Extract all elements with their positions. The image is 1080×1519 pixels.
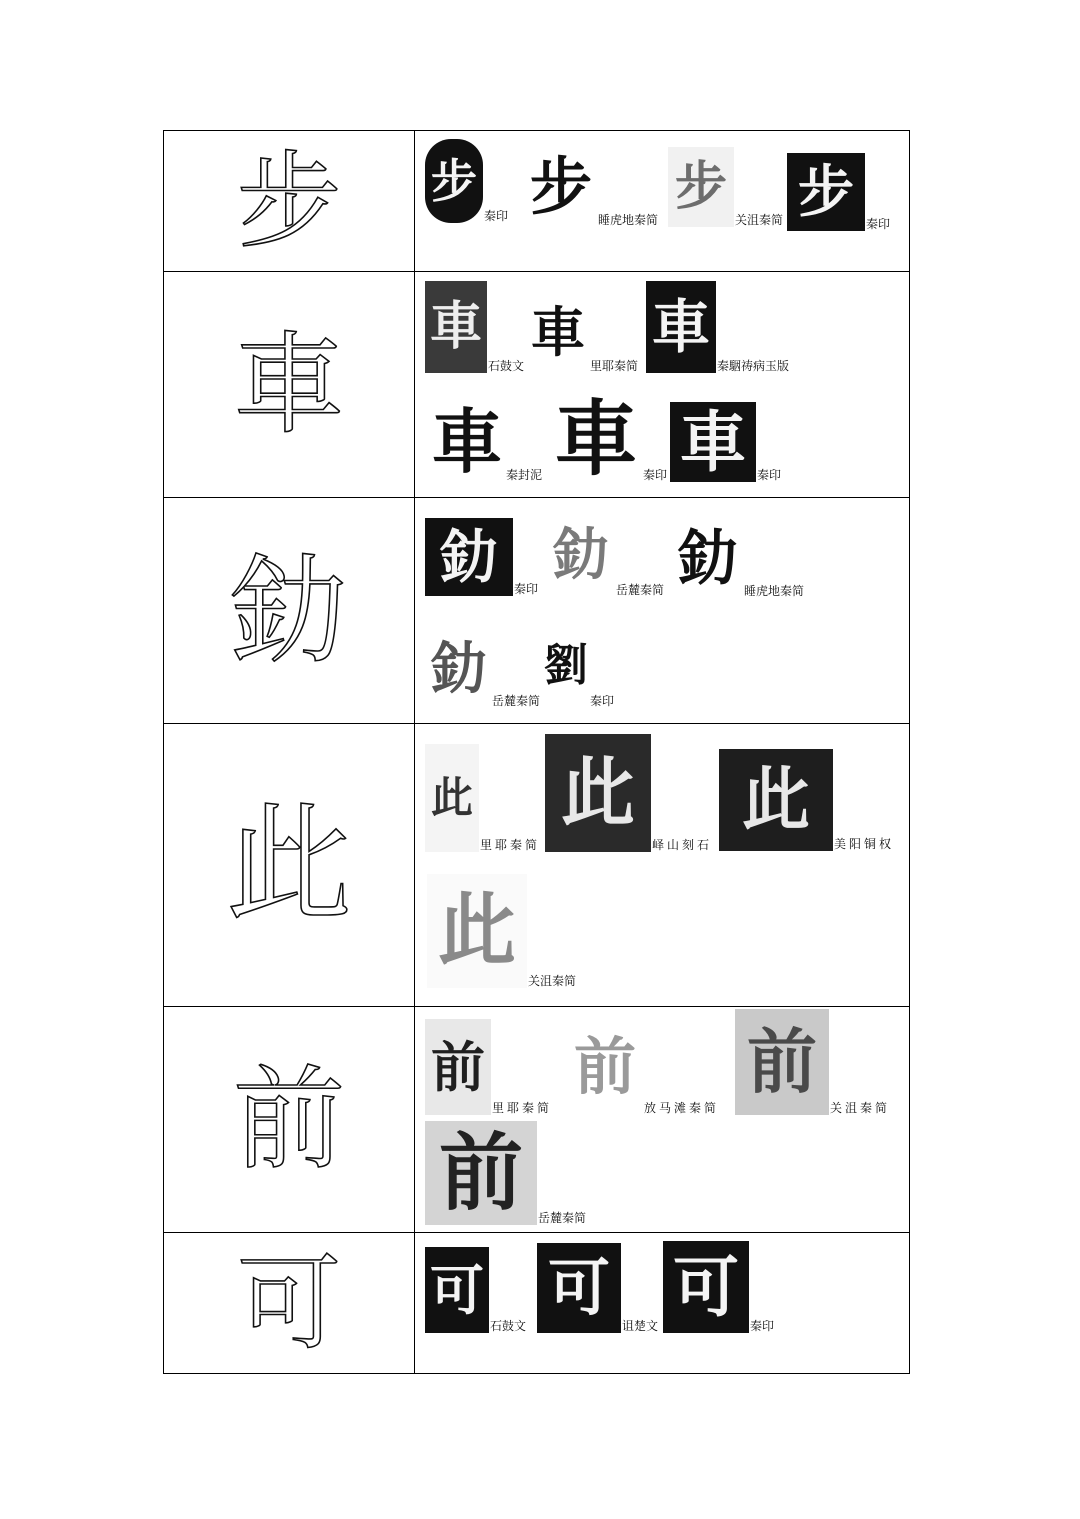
sample-item xyxy=(425,744,540,852)
sample-item xyxy=(425,518,538,596)
sample-cell xyxy=(415,131,910,272)
source-label: 秦駰祷病玉版 xyxy=(717,359,790,373)
source-label: 岳麓秦简 xyxy=(492,694,541,708)
rubbing-image: 車 xyxy=(429,402,505,482)
source-label: 秦印 xyxy=(484,209,509,223)
sample-item xyxy=(537,1243,658,1333)
source-label: 诅楚文 xyxy=(622,1319,659,1333)
rubbing-image: 可 xyxy=(425,1247,489,1333)
sample-item xyxy=(545,734,712,852)
seal-script-cell xyxy=(164,1007,415,1233)
rubbing-image: 前 xyxy=(567,1019,643,1115)
seal-script-cell xyxy=(164,272,415,498)
rubbing-image: 車 xyxy=(670,402,756,482)
source-label: 里耶秦简 xyxy=(480,838,541,852)
source-label: 关沮秦简 xyxy=(735,213,784,227)
source-label: 放马滩秦简 xyxy=(644,1101,720,1115)
rubbing-image: 步 xyxy=(668,147,734,227)
source-label: 岳麓秦简 xyxy=(538,1211,587,1225)
source-label: 秦封泥 xyxy=(506,468,543,482)
source-label: 关沮秦简 xyxy=(528,974,577,988)
source-label: 秦印 xyxy=(750,1319,775,1333)
seal-script-glyph: 前 xyxy=(233,1054,345,1185)
source-label: 里耶秦简 xyxy=(590,359,639,373)
rubbing-image: 此 xyxy=(719,749,833,851)
table-row xyxy=(164,1007,910,1233)
rubbing-image: 車 xyxy=(550,396,642,482)
rubbing-image: 前 xyxy=(735,1009,829,1115)
table-row xyxy=(164,272,910,498)
sample-item xyxy=(427,630,540,708)
sample-item xyxy=(427,874,576,988)
source-label: 睡虎地秦简 xyxy=(598,213,659,227)
table-row xyxy=(164,498,910,724)
rubbing-image: 車 xyxy=(527,291,589,373)
seal-script-cell xyxy=(164,1233,415,1374)
source-label: 里耶秦简 xyxy=(492,1101,553,1115)
seal-script-cell xyxy=(164,724,415,1007)
seal-script-cell xyxy=(164,498,415,724)
rubbing-image: 前 xyxy=(425,1121,537,1225)
source-label: 秦印 xyxy=(590,694,615,708)
sample-item xyxy=(543,624,614,708)
seal-script-glyph: 釛 xyxy=(229,541,348,680)
sample-item xyxy=(735,1009,890,1115)
sample-item xyxy=(787,153,890,231)
source-label: 岳麓秦简 xyxy=(616,583,665,597)
rubbing-image: 釛 xyxy=(673,520,743,598)
sample-item xyxy=(425,1019,552,1115)
rubbing-image: 車 xyxy=(646,281,716,373)
source-label: 睡虎地秦简 xyxy=(744,584,805,598)
sample-item xyxy=(668,147,783,227)
source-label: 秦印 xyxy=(757,468,782,482)
rubbing-image: 釛 xyxy=(427,630,491,708)
rubbing-image: 可 xyxy=(537,1243,621,1333)
seal-script-glyph: 步 xyxy=(236,140,341,262)
table-row xyxy=(164,131,910,272)
seal-script-glyph: 此 xyxy=(226,791,352,938)
sample-item xyxy=(425,1121,586,1225)
seal-script-glyph: 可 xyxy=(236,1242,341,1364)
sample-item xyxy=(425,281,524,373)
sample-cell xyxy=(415,272,910,498)
sample-item xyxy=(663,1241,774,1333)
source-label: 关沮秦简 xyxy=(830,1101,891,1115)
sample-item xyxy=(550,396,667,482)
source-label: 秦印 xyxy=(866,217,891,231)
character-comparison-table xyxy=(163,130,910,1374)
table-row xyxy=(164,724,910,1007)
rubbing-image: 車 xyxy=(425,281,487,373)
source-label: 石鼓文 xyxy=(490,1319,527,1333)
sample-item xyxy=(567,1019,719,1115)
sample-item xyxy=(646,281,789,373)
sample-item xyxy=(670,402,781,482)
rubbing-image: 釛 xyxy=(425,518,513,596)
rubbing-image: 此 xyxy=(425,744,479,852)
source-label: 美阳铜权 xyxy=(834,837,895,851)
sample-item xyxy=(425,139,508,223)
sample-item xyxy=(527,291,638,373)
source-label: 峄山刻石 xyxy=(652,838,713,852)
sample-item xyxy=(525,147,658,227)
source-label: 秦印 xyxy=(514,582,539,596)
sample-item xyxy=(719,749,894,851)
sample-cell xyxy=(415,724,910,1007)
rubbing-image: 劉 xyxy=(543,624,589,708)
rubbing-image: 此 xyxy=(545,734,651,852)
seal-script-cell xyxy=(164,131,415,272)
rubbing-image: 可 xyxy=(663,1241,749,1333)
source-label: 石鼓文 xyxy=(488,359,525,373)
seal-script-glyph: 車 xyxy=(234,320,344,449)
rubbing-image: 前 xyxy=(425,1019,491,1115)
sample-cell xyxy=(415,498,910,724)
sample-cell xyxy=(415,1233,910,1374)
rubbing-image: 步 xyxy=(525,147,597,227)
sample-item xyxy=(429,402,542,482)
rubbing-image: 此 xyxy=(427,874,527,988)
sample-item xyxy=(547,513,664,597)
sample-item xyxy=(425,1247,526,1333)
table-row xyxy=(164,1233,910,1374)
rubbing-image: 步 xyxy=(425,139,483,223)
sample-item xyxy=(673,520,804,598)
rubbing-image: 步 xyxy=(787,153,865,231)
source-label: 秦印 xyxy=(643,468,668,482)
rubbing-image: 釛 xyxy=(547,513,615,597)
sample-cell xyxy=(415,1007,910,1233)
